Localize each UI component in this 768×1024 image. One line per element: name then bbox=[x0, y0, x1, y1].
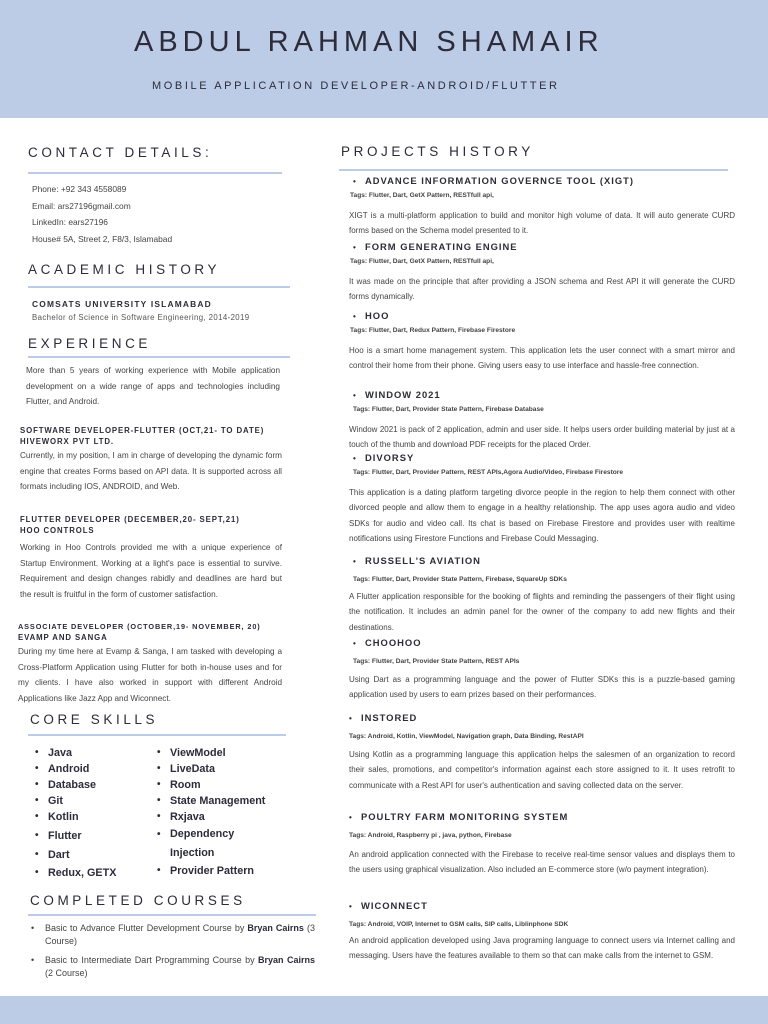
experience-rule bbox=[28, 356, 290, 358]
project-name: WINDOW 2021 bbox=[365, 389, 441, 400]
project-item: • CHOOHOO Tags: Flutter, Dart, Provider State Pattern, REST APIs Using Dart as a programming language and the power of Flutter SDKs this is a puzzle-based gaming application used by users to earn prizes based on their performances. bbox=[349, 636, 735, 703]
courses-title: COMPLETED COURSES bbox=[30, 893, 246, 908]
courses-list bbox=[30, 922, 315, 986]
contact-address: House# 5A, Street 2, F8/3, Islamabad bbox=[32, 233, 173, 244]
project-item: • WICONNECT Tags: Android, VOIP, Internet to GSM calls, SIP calls, Liblinphone SDK An android application developed using Java programing language to connect users via Internet calling and messaging. Users have the features available to them so that can make calls from the internet to GSM. bbox=[349, 899, 735, 964]
project-tags: Tags: Flutter, Dart, Provider State Pattern, Firebase Database bbox=[353, 406, 544, 413]
project-name: ADVANCE INFORMATION GOVERNCE TOOL (XIGT) bbox=[365, 175, 634, 186]
project-tags: Tags: Android, VOIP, Internet to GSM calls, SIP calls, Liblinphone SDK bbox=[349, 921, 569, 928]
skill-item: • Kotlin bbox=[32, 809, 116, 825]
university-name: COMSATS UNIVERSITY ISLAMABAD bbox=[32, 299, 212, 309]
experience-title: EXPERIENCE bbox=[28, 336, 152, 351]
project-tags: Tags: Android, Kotlin, ViewModel, Navigation graph, Data Binding, RestAPI bbox=[349, 733, 584, 740]
course-author: Bryan Cairns bbox=[258, 955, 315, 965]
contact-rule bbox=[28, 172, 282, 174]
job-title: SOFTWARE DEVELOPER-FLUTTER (OCT,21- TO DATE) bbox=[20, 426, 265, 435]
skill-item: • State Management bbox=[154, 793, 294, 809]
project-tags: Tags: Android, Raspberry pi , java, python, Firebase bbox=[349, 832, 512, 839]
job-hiveworx bbox=[20, 425, 282, 495]
project-description: Using Kotlin as a programming language this application helps the salesmen of an organization to record their sales, promotions, and competitor's information against each store assigned to it. It uses retrofit to communicate with a Rest API for user's authentication and saving collected data on the server. bbox=[349, 750, 735, 790]
experience-summary: More than 5 years of working experience with Mobile application development on a wide range of apps and technologies including Flutter, and Android. bbox=[26, 366, 280, 407]
job-description: Working in Hoo Controls provided me with a unique experience of Startup Environment. Working at a light's pace is essential to survive. Requirement and design changes rabidly and deadlines are hard but the result is fruitful in the form of customer satisfaction. bbox=[20, 543, 282, 599]
job-company: HOO CONTROLS bbox=[20, 526, 95, 535]
job-hoo-controls bbox=[20, 514, 282, 602]
contact-details bbox=[32, 181, 272, 247]
skill-item: • LiveData bbox=[154, 761, 294, 777]
header-band bbox=[0, 0, 768, 118]
job-title: ASSOCIATE DEVELOPER (OCTOBER,19- NOVEMBER, 20) bbox=[18, 622, 261, 631]
project-name: HOO bbox=[365, 310, 390, 321]
project-name: WICONNECT bbox=[361, 900, 428, 911]
project-item: • POULTRY FARM MONITORING SYSTEM Tags: Android, Raspberry pi , java, python, Firebase An android application connected with the Firebase to receive real-time sensor values and displays them to the users using graphical visualization. Also included an E-commerce store (w/o payment integration). bbox=[349, 810, 735, 878]
course-item: • Basic to Advance Flutter Development Course by Bryan Cairns (3 Course) bbox=[30, 922, 315, 948]
skills-title: CORE SKILLS bbox=[30, 712, 159, 727]
project-description: XIGT is a multi-platform application to build and monitor high volume of data. It will auto generate CURD forms based on the Schema model presented to it. bbox=[349, 211, 735, 236]
project-name: RUSSELL'S AVIATION bbox=[365, 555, 481, 566]
skill-item: • Rxjava bbox=[154, 809, 294, 825]
contact-title: CONTACT DETAILS: bbox=[28, 145, 213, 160]
courses-rule bbox=[28, 914, 316, 916]
project-item: • RUSSELL'S AVIATION Tags: Flutter, Dart, Provider State Pattern, Firebase, SquareUp SDKs A Flutter application responsible for the booking of flights and reminding the passengers of their flight using the notification. It includes an admin panel for the owner of the company to add new flights and their destinations. bbox=[349, 554, 735, 635]
skill-item: • Android bbox=[32, 761, 116, 777]
project-name: DIVORSY bbox=[365, 452, 415, 463]
skill-item: • Provider Pattern bbox=[154, 863, 294, 879]
project-item: • HOO Tags: Flutter, Dart, Redux Pattern, Firebase Firestore Hoo is a smart home management system. This application lets the user connect with a smart mirror and control their home from their phone. Giving users easy to use interface and hassle-free connection. bbox=[349, 309, 735, 374]
project-tags: Tags: Flutter, Dart, Provider State Pattern, REST APIs bbox=[353, 658, 520, 665]
skill-item: • Git bbox=[32, 793, 116, 809]
degree: Bachelor of Science in Software Engineering, 2014-2019 bbox=[32, 313, 250, 322]
projects-rule bbox=[339, 169, 728, 171]
project-name: CHOOHOO bbox=[365, 637, 422, 648]
project-name: FORM GENERATING ENGINE bbox=[365, 241, 518, 252]
project-item: • ADVANCE INFORMATION GOVERNCE TOOL (XIGT) Tags: Flutter, Dart, GetX Pattern, RESTfull api, XIGT is a multi-platform application to build and monitor high volume of data. It will auto generate CURD forms based on the Schema model presented to it. bbox=[349, 174, 735, 239]
skill-item: • Java bbox=[32, 745, 116, 761]
project-name: POULTRY FARM MONITORING SYSTEM bbox=[361, 811, 569, 822]
academic-rule bbox=[28, 286, 290, 288]
course-item: • Basic to Intermediate Dart Programming Course by Bryan Cairns (2 Course) bbox=[30, 954, 315, 980]
project-tags: Tags: Flutter, Dart, Redux Pattern, Firebase Firestore bbox=[350, 327, 516, 334]
project-item: • FORM GENERATING ENGINE Tags: Flutter, Dart, GetX Pattern, RESTfull api, It was made on the principle that after providing a JSON schema and Rest API it will generate the CURD forms dynamically. bbox=[349, 240, 735, 305]
project-tags: Tags: Flutter, Dart, GetX Pattern, RESTfull api, bbox=[350, 258, 494, 265]
project-description: Using Dart as a programming language and the power of Flutter SDKs this is a puzzle-based gaming application used by users to earn prizes based on their performances. bbox=[349, 675, 735, 700]
skill-item: • Dart bbox=[32, 847, 116, 863]
job-company: HIVEWORX PVT LTD. bbox=[20, 437, 114, 446]
candidate-role: MOBILE APPLICATION DEVELOPER-ANDROID/FLUTTER bbox=[152, 80, 560, 92]
project-description: Window 2021 is pack of 2 application, admin and user side. It helps users order building material by just at a touch of the thumb and download PDF receipts for the placed Order. bbox=[349, 425, 735, 450]
skill-item: • Redux, GETX bbox=[32, 865, 116, 881]
footer-band bbox=[0, 996, 768, 1024]
projects-title: PROJECTS HISTORY bbox=[341, 144, 534, 159]
job-company: EVAMP AND SANGA bbox=[18, 633, 108, 642]
project-item: • WINDOW 2021 Tags: Flutter, Dart, Provider State Pattern, Firebase Database Window 2021 is pack of 2 application, admin and user side. It helps users order building material by just at a touch of the thumb and download PDF receipts for the placed Order. bbox=[349, 388, 735, 453]
project-description: This application is a dating platform targeting divorce people in the region to help them connect with other divorced people and allow them to engage in a healthy relationship. The app uses agora audio and video SDKs for audio and video call. Its chat is based on Firebase Firestore and provides user with realtime notifications using Firestore Functions and Firebase Could Messaging. bbox=[349, 488, 735, 544]
skills-list-2 bbox=[154, 745, 294, 879]
academic-title: ACADEMIC HISTORY bbox=[28, 262, 221, 277]
job-description: Currently, in my position, I am in charge of developing the dynamic form engine that creates Forms based on API data. It is supported across all formats including IOS, ANDROID, and Web. bbox=[20, 451, 282, 492]
contact-email: Email: ars27196gmail.com bbox=[32, 200, 131, 211]
project-item: • DIVORSY Tags: Flutter, Dart, Provider Pattern, REST APIs,Agora Audio/Video, Firebase Firestore This application is a dating platform targeting divorce people in the region to help them connect with other divorced people and allow them to engage in a healthy relationship. The app uses agora audio and video SDKs for audio and video call. Its chat is based on Firebase Firestore and provides user with realtime notifications using Firestore Functions and Firebase Could Messaging. bbox=[349, 451, 735, 547]
contact-phone: Phone: +92 343 4558089 bbox=[32, 184, 127, 194]
project-description: Hoo is a smart home management system. This application lets the user connect with a smart mirror and control their home from their phone. Giving users easy to use interface and hassle-free connection. bbox=[349, 346, 735, 371]
candidate-name: ABDUL RAHMAN SHAMAIR bbox=[134, 26, 604, 58]
project-tags: Tags: Flutter, Dart, GetX Pattern, RESTfull api, bbox=[350, 192, 494, 199]
skill-item: • Room bbox=[154, 777, 294, 793]
job-description: During my time here at Evamp & Sanga, I am tasked with developing a Cross-Platform Application using Flutter for both in-house uses and for my clients. I have also worked in support with different Android Applications like Jazz App and Wiconnect. bbox=[18, 647, 282, 703]
project-description: An android application connected with the Firebase to receive real-time sensor values and displays them to the users using graphical visualization. Also included an E-commerce store (w/o payment integration). bbox=[349, 850, 735, 875]
job-title: FLUTTER DEVELOPER (DECEMBER,20- SEPT,21) bbox=[20, 515, 240, 524]
skill-item: • ViewModel bbox=[154, 745, 294, 761]
project-tags: Tags: Flutter, Dart, Provider State Pattern, Firebase, SquareUp SDKs bbox=[353, 576, 567, 583]
skills-rule bbox=[28, 734, 286, 736]
project-item: • INSTORED Tags: Android, Kotlin, ViewModel, Navigation graph, Data Binding, RestAPI Using Kotlin as a programming language this application helps the salesmen of an organization to record their sales, promotions, and competitor's information against each store assigned to it. It uses retrofit to communicate with a Rest API for user's authentication and saving collected data on the server. bbox=[349, 711, 735, 793]
project-description: It was made on the principle that after providing a JSON schema and Rest API it will generate the CURD forms dynamically. bbox=[349, 277, 735, 302]
skill-item: • Dependency Injection bbox=[154, 825, 244, 863]
job-evamp-sanga bbox=[18, 621, 282, 706]
skill-item: • Database bbox=[32, 777, 116, 793]
skills-list-1 bbox=[32, 745, 116, 881]
skill-item: • Flutter bbox=[32, 828, 116, 844]
project-tags: Tags: Flutter, Dart, Provider Pattern, REST APIs,Agora Audio/Video, Firebase Firestore bbox=[353, 469, 624, 476]
course-author: Bryan Cairns bbox=[247, 923, 304, 933]
project-description: An android application developed using Java programing language to connect users via Internet calling and messaging. Users have the features available to them so that can make calls from the internet to GSM. bbox=[349, 936, 735, 961]
project-name: INSTORED bbox=[361, 712, 418, 723]
contact-linkedin: LinkedIn: ears27196 bbox=[32, 217, 108, 227]
project-description: A Flutter application responsible for the booking of flights and reminding the passengers of their flight using the notification. It includes an admin panel for the owner of the company to add new flights and their destinations. bbox=[349, 592, 735, 632]
